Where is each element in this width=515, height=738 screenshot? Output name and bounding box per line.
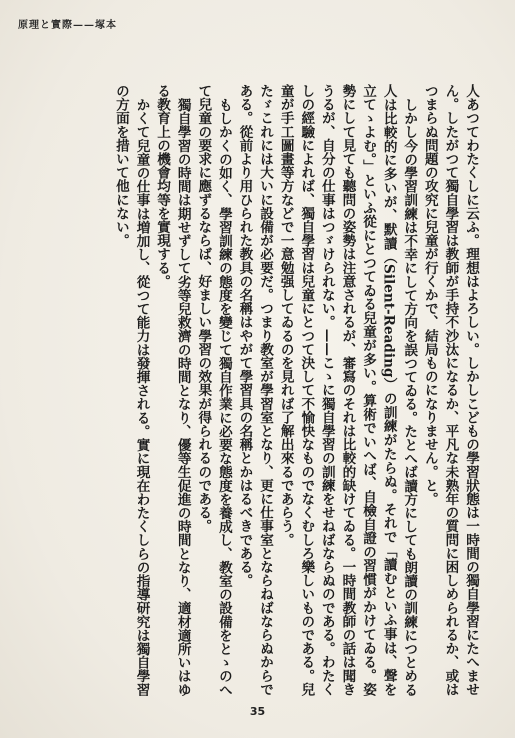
paragraph: 獨自學習の時間は期せずして劣等兒救濟の時間となり、優等生促進の時間となり、適材適所いはゆる教育上の機會均等を實現する。 bbox=[154, 84, 191, 696]
paragraph: もしかくの如く、學習訓練の態度を變じて獨自作業に必要な態度を養成し、教室の設備をとゝのへて兒童の要求に應ずるならば、好ましい學習の效果が得られるのである。 bbox=[195, 84, 232, 696]
page-number: 35 bbox=[249, 705, 266, 718]
paragraph: たゞこれには大いに設備が必要だ。つまり教室が學習室となり、更に仕事室とならねばならぬからである。從前より用ひられた教具の名稱はやがて學習具の名稱とかはるべきである。 bbox=[236, 84, 274, 696]
running-head: 原理と實際——塚本 bbox=[18, 20, 117, 31]
body-text bbox=[41, 84, 481, 696]
paragraph: 人あつてわたくしに云ふ。理想はよろしい。しかしこどもの學習狀態は一時間の獨自學習にたへません。したがつて獨自學習は教師が手持不沙汰になるか、平凡な未熟年の質問に困しめられるか、或はつまらぬ問題の攻究に兒童が行くかで、結局ものになりません。と。 bbox=[421, 84, 479, 696]
paragraph: しかし今の學習訓練は不幸にして方向を誤つてゐる。たとへば讀方にしても朗讀の訓練につとめる人は比較的に多いが、默讀（Silent-Reading）の訓練がたらぬ。それで「讀むといふ事は、聲を立てゝよむ。」といふ從にとつてゐる兒童が多い。算術でいへば、自檢自證の習慣がかけてゐる。姿勢にして見ても聽問の姿勢は注意されるが、審寫のそれは比較的缺けてゐる。一時間教師の話は聞きうるが、自分の仕事はつゞけられない。——こゝに獨自學習の訓練をせねばならぬのである。わたくしの經驗によれば、獨自學習は兒童にとつて決して不愉快なものでなくむしろ樂しいものである。兒童が手工圖畫等方などで一意勉强してゐるのを見れば了解出來るであらう。 bbox=[277, 84, 418, 696]
paragraph: かくて兒童の仕事は増加し、從つて能力は發揮される。實に現在わたくしらの指導研究は獨自學習の方面を措いて他にない。 bbox=[112, 84, 150, 696]
